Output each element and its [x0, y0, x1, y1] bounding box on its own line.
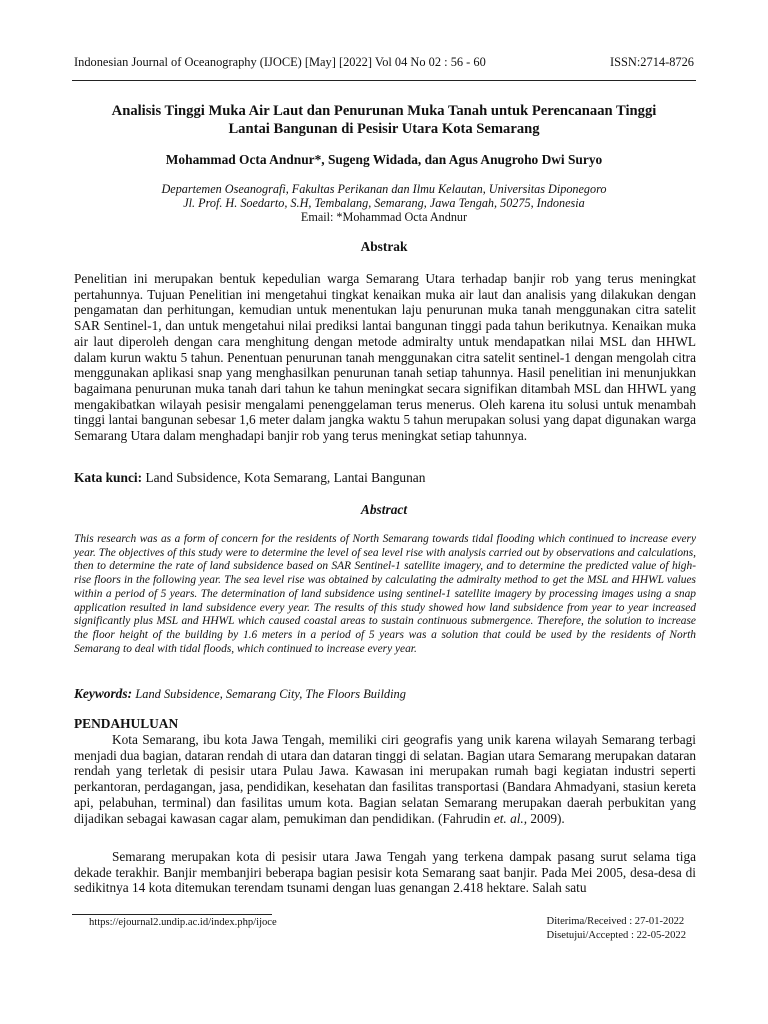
abstrak-heading: Abstrak	[360, 239, 408, 254]
citation-et-al: et. al.,	[493, 810, 528, 826]
header-rule	[72, 80, 696, 81]
pendahuluan-paragraph-2: Semarang merupakan kota di pesisir utara Jawa Tengah yang terkena dampak pasang surut selama tiga dekade terakhir. Banjir membanjiri beberapa bagian pesisir kota Semarang saat banjir. Pada Mei 2005, desa-desa di sedikitnya 14 kota ditemukan terendam tsunami dengan luas genangan 2.418 hektare. Salah satu	[74, 849, 696, 896]
accepted-date: Disetujui/Accepted : 22-05-2022	[546, 930, 686, 941]
received-date: Diterima/Received : 27-01-2022	[546, 916, 685, 927]
citation-year: 2009).	[530, 810, 565, 826]
footer-url[interactable]: https://ejournal2.undip.ac.id/index.php/ijoce	[89, 917, 277, 928]
kata-kunci	[74, 470, 425, 486]
paper-title	[74, 102, 694, 138]
kata-kunci-values: Land Subsidence, Kota Semarang, Lantai Bangunan	[145, 470, 426, 485]
kata-kunci-label: Kata kunci:	[74, 470, 143, 485]
affiliation	[74, 182, 694, 225]
abstract-text: This research was as a form of concern for the residents of North Semarang towards tidal flooding which continued to increase every year. The objectives of this study were to determine the level of sea level rise with analysis carried out by observations and calculations, then to determine the rate of land subsidence based on SAR Sentinel-1 satellite imagery, and to determine the predicted value of high-rise floors in the following year. The sea level rise was obtained by calculating the admiralty method to get the MSL and HHWL values within a period of 5 years. The determination of land subsidence using sentinel-1 satellite imagery by processing images using a snap application resulted in land subsidence every year. The results of this study showed how land subsidence from year to year increased significantly plus MSL and HHWL which caused coastal areas to sustain continuous submergence. Therefore, the solution to increase the floor height of the building by 1.6 meters in a period of 5 years was a solution that could be used by the residents of North Semarang to deal with tidal floods, which continued to increase every year.	[74, 533, 696, 655]
paragraph-1-text: Kota Semarang, ibu kota Jawa Tengah, memiliki ciri geografis yang unik karena wilayah Semarang terbagi menjadi dua bagian, dataran rendah di utara dan dataran tinggi di selatan. Bagian utara Semarang merupakan dataran rendah yang terletak di pesisir utara Pulau Jawa. Kawasan ini merupakan rumah bagi kegiatan industri seperti perkantoran, perdagangan, jasa, pendidikan, kesehatan dan fasilitas transportasi (Bandara Ahmadyani, stasiun kereta api, pelabuhan, terminal) dan fasilitas umum kota. Bagian selatan Semarang merupakan daerah perbukitan yang dijadikan sebagai kawasan cagar alam, pemukiman dan pendidikan. (Fahrudin	[74, 732, 696, 826]
affiliation-email: Email: *Mohammad Octa Andnur	[300, 210, 468, 225]
paper-title-line-1: Analisis Tinggi Muka Air Laut dan Penurunan Muka Tanah untuk Perencanaan Tinggi	[111, 103, 657, 119]
affiliation-address: Jl. Prof. H. Soedarto, S.H, Tembalang, Semarang, Jawa Tengah, 50275, Indonesia	[183, 196, 585, 211]
footer-rule	[72, 914, 272, 915]
pendahuluan-heading: PENDAHULUAN	[74, 716, 179, 731]
journal-name: Indonesian Journal of Oceanography (IJOCE) [May] [2022] Vol 04 No 02 : 56 - 60	[74, 55, 486, 69]
keywords-label: Keywords:	[74, 686, 133, 701]
issn: ISSN:2714-8726	[610, 55, 694, 69]
pendahuluan-paragraph-1	[74, 732, 696, 826]
abstract-heading: Abstract	[360, 502, 408, 517]
keywords	[74, 686, 406, 702]
authors: Mohammad Octa Andnur*, Sugeng Widada, dan Agus Anugroho Dwi Suryo	[165, 152, 603, 167]
keywords-values: Land Subsidence, Semarang City, The Floors Building	[135, 687, 406, 701]
abstrak-text: Penelitian ini merupakan bentuk kepedulian warga Semarang Utara terhadap banjir rob yang terus meningkat pertahunnya. Tujuan Penelitian ini mengetahui tingkat kenaikan muka air laut dan analisis yang dilakukan dengan pengamatan dan perhitungan, kemudian untuk menentukan laju penurunan muka tanah menggunakan citra satelit SAR Sentinel-1, dan untuk mengetahui nilai prediksi lantai bangunan tinggi pada tahun berikutnya. Kenaikan muka air laut diperoleh dengan cara menghitung dengan metode admiralty untuk mendapatkan nilai MSL dan HHWL dalam kurun waktu 5 tahun. Penentuan penurunan tanah menggunakan citra satelit sentinel-1 dengan mengolah citra menggunakan aplikasi snap yang menghasilkan penurunan tanah setiap tahunnya. Hasil penelitian ini menunjukkan bagaimana penurunan muka tanah dari tahun ke tahun meningkat secara signifikan ditambah MSL dan HHWL yang mengakibatkan wilayah pesisir mengalami penenggelaman terus menerus. Oleh karena itu solusi untuk menambah tinggi lantai bangunan sebesar 1,6 meter dalam jangka waktu 5 tahun merupakan solusi yang dapat digunakan warga Semarang Utara dalam menghadapi banjir rob yang terus meningkat setiap tahunnya.	[74, 271, 696, 444]
footer-dates	[547, 915, 686, 943]
affiliation-department: Departemen Oseanografi, Fakultas Perikanan dan Ilmu Kelautan, Universitas Diponegoro	[161, 182, 607, 196]
paper-title-line-2: Lantai Bangunan di Pesisir Utara Kota Semarang	[228, 121, 540, 137]
